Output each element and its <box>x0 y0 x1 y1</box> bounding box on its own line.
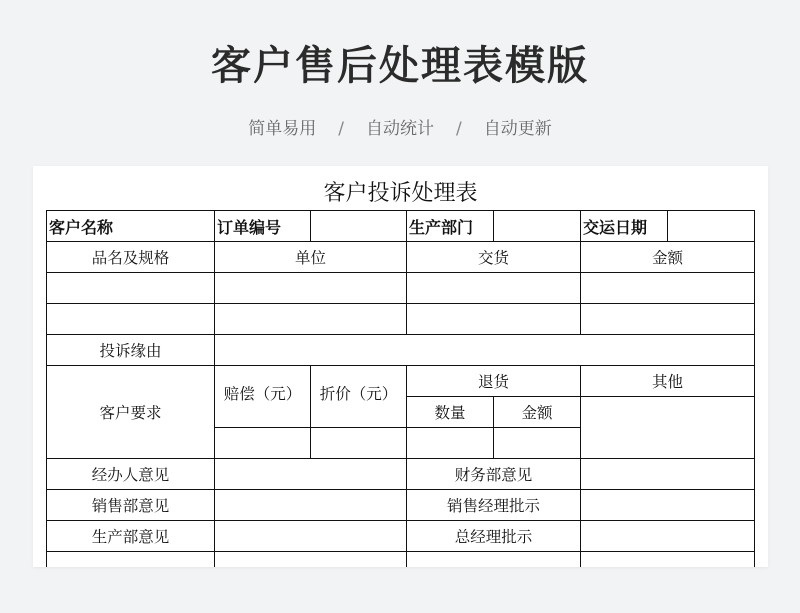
table-row <box>47 366 755 397</box>
sales-opinion-cell[interactable] <box>215 490 407 521</box>
product-cell[interactable] <box>47 273 215 304</box>
order-no-label: 订单编号 <box>215 211 311 242</box>
handler-opinion-label: 经办人意见 <box>47 459 215 490</box>
delivery-cell[interactable] <box>407 304 581 335</box>
table-row <box>47 273 755 304</box>
complaint-reason-cell[interactable] <box>215 335 755 366</box>
table-row <box>47 242 755 273</box>
order-no-cell[interactable] <box>311 211 407 242</box>
sales-manager-cell[interactable] <box>581 490 755 521</box>
quantity-cell[interactable] <box>407 428 494 459</box>
customer-request-label: 客户要求 <box>47 366 215 459</box>
product-cell[interactable] <box>47 304 215 335</box>
sales-manager-label: 销售经理批示 <box>407 490 581 521</box>
discount-header: 折价（元） <box>311 366 407 428</box>
general-manager-cell[interactable] <box>581 521 755 552</box>
return-header: 退货 <box>407 366 581 397</box>
feature-tags <box>0 114 800 139</box>
delivery-date-cell[interactable] <box>668 211 755 242</box>
department-label: 生产部门 <box>407 211 494 242</box>
cut-off-cell <box>47 552 215 568</box>
complaint-reason-label: 投诉缘由 <box>47 335 215 366</box>
page-title: 客户售后处理表模版 <box>211 43 589 89</box>
table-row <box>47 459 755 490</box>
handler-opinion-cell[interactable] <box>215 459 407 490</box>
department-cell[interactable] <box>494 211 581 242</box>
table-row <box>47 211 755 242</box>
production-opinion-cell[interactable] <box>215 521 407 552</box>
table-row <box>47 335 755 366</box>
return-amount-header: 金额 <box>494 397 581 428</box>
finance-opinion-cell[interactable] <box>581 459 755 490</box>
amount-header: 金额 <box>581 242 755 273</box>
delivery-header: 交货 <box>407 242 581 273</box>
other-header: 其他 <box>581 366 755 397</box>
sales-opinion-label: 销售部意见 <box>47 490 215 521</box>
tag-auto-update: 自动更新 <box>483 119 552 139</box>
unit-cell[interactable] <box>215 304 407 335</box>
production-opinion-label: 生产部意见 <box>47 521 215 552</box>
table-row <box>47 490 755 521</box>
tag-separator: / <box>456 119 462 139</box>
unit-header: 单位 <box>215 242 407 273</box>
table-row <box>47 304 755 335</box>
compensation-cell[interactable] <box>215 428 311 459</box>
cut-off-cell <box>581 552 755 568</box>
general-manager-label: 总经理批示 <box>407 521 581 552</box>
amount-cell[interactable] <box>581 273 755 304</box>
delivery-date-label: 交运日期 <box>581 211 668 242</box>
form-sheet <box>33 166 768 567</box>
cut-off-cell <box>215 552 407 568</box>
complaint-form-table <box>46 210 755 567</box>
tag-auto-stats: 自动统计 <box>366 119 434 139</box>
delivery-cell[interactable] <box>407 273 581 304</box>
return-amount-cell[interactable] <box>494 428 581 459</box>
compensation-header: 赔偿（元） <box>215 366 311 428</box>
table-row <box>47 521 755 552</box>
form-title: 客户投诉处理表 <box>323 181 478 206</box>
customer-name-label: 客户名称 <box>47 211 215 242</box>
finance-opinion-label: 财务部意见 <box>407 459 581 490</box>
amount-cell[interactable] <box>581 304 755 335</box>
quantity-header: 数量 <box>407 397 494 428</box>
unit-cell[interactable] <box>215 273 407 304</box>
discount-cell[interactable] <box>311 428 407 459</box>
tag-separator: / <box>338 119 344 139</box>
cut-off-cell <box>407 552 581 568</box>
tag-easy: 简单易用 <box>248 119 317 139</box>
other-cell[interactable] <box>581 397 755 459</box>
product-name-spec-header: 品名及规格 <box>47 242 215 273</box>
table-row <box>47 552 755 568</box>
